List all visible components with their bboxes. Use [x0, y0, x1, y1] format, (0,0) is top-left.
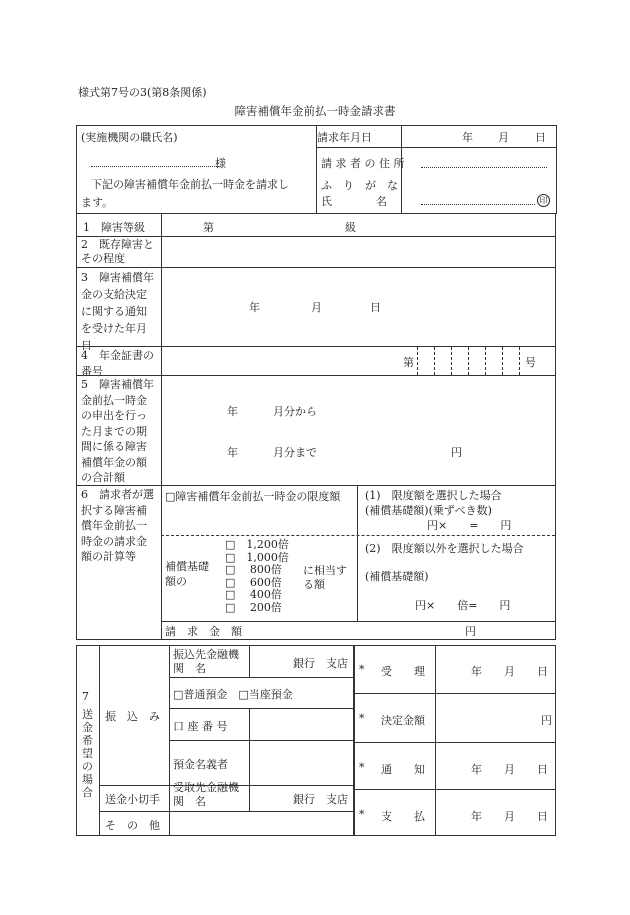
- r6-multipliers[interactable]: [225, 539, 289, 614]
- r1-kyu: 級: [345, 221, 356, 234]
- furikomi-label: 振 込 み: [105, 710, 160, 723]
- name-label: 氏 名: [321, 195, 387, 208]
- kettei-star: *: [359, 712, 365, 725]
- r6-case1: (1) 限度額を選択した場合: [365, 489, 502, 502]
- r6-limit-check[interactable]: □障害補償年金前払一時金の限度額: [165, 490, 341, 503]
- row-line: [353, 742, 555, 743]
- divider: [317, 147, 557, 148]
- r3-day: 日: [370, 301, 381, 314]
- r3-month: 月: [311, 301, 322, 314]
- shiharai-label: 支 払: [381, 810, 425, 823]
- form-title: 障害補償年金前払一時金請求書: [234, 104, 396, 118]
- juri-date[interactable]: 年 月 日: [471, 665, 548, 678]
- kettei-label: 決定金額: [381, 714, 425, 727]
- main-rows: [76, 213, 556, 640]
- institution-label: (実施機関の職氏名): [81, 131, 178, 144]
- bank-suffix[interactable]: 銀行 支店: [293, 657, 348, 670]
- other-label: そ の 他: [105, 819, 160, 832]
- address-label: 請 求 者 の 住 所: [321, 157, 405, 170]
- recv-bank-label: 受取先金融機 関 名: [173, 781, 250, 808]
- address-input[interactable]: [421, 157, 549, 171]
- r6-equiv: に相当する額: [303, 564, 347, 591]
- institution-input[interactable]: [91, 156, 233, 171]
- row-line: [169, 708, 353, 709]
- kogitte-label: 送金小切手: [105, 793, 160, 806]
- row-divider: [77, 485, 555, 486]
- mult-800[interactable]: □ 800倍: [225, 563, 282, 576]
- mult-600[interactable]: □ 600倍: [225, 575, 282, 589]
- request-text-1: 下記の障害補償年金前払一時金を請求し: [91, 178, 289, 191]
- col-line: [99, 646, 100, 835]
- r6-label: 6 請求者が選択する障害補償年金前払一時金の請求金額の計算等: [81, 488, 154, 563]
- label-divider: [161, 213, 162, 640]
- mult-200[interactable]: □ 200倍: [225, 600, 282, 614]
- mult-1000[interactable]: □ 1,000倍: [225, 550, 289, 564]
- r4-number-boxes[interactable]: [417, 347, 536, 375]
- kettei-yen[interactable]: 円: [541, 714, 552, 727]
- sama-label: 様: [215, 157, 226, 170]
- date-label: 請求年月日: [317, 131, 372, 144]
- row-line: [169, 740, 353, 741]
- seal-mark: 印: [537, 193, 550, 207]
- r5-from-year: 年: [227, 405, 238, 418]
- r6-dashed: [161, 535, 555, 536]
- shiharai-date[interactable]: 年 月 日: [471, 810, 548, 823]
- r1-label: 1 障害等級: [83, 221, 145, 234]
- row-divider: [161, 621, 555, 622]
- r2-label: 2 既存障害とその程度: [81, 238, 154, 265]
- account-holder-label: 預金名義者: [173, 758, 228, 771]
- r5-from-month: 月分から: [273, 405, 317, 418]
- date-day: 日: [535, 131, 546, 144]
- request-text-2: ます。: [81, 196, 114, 209]
- row-line: [353, 789, 555, 790]
- deposit-type[interactable]: □普通預金 □当座預金: [173, 688, 293, 701]
- section-no: 7: [82, 690, 89, 703]
- row-line: [169, 677, 353, 678]
- r4-label: 4 年金証書の番号: [81, 349, 154, 378]
- mult-1200[interactable]: □ 1,200倍: [225, 538, 289, 551]
- r5-to-year: 年: [227, 446, 238, 459]
- tsuchi-star: *: [359, 761, 365, 774]
- r4-go: 号: [525, 356, 536, 369]
- r6-case2: (2) 限度額以外を選択した場合: [365, 542, 524, 555]
- r1-dai: 第: [203, 221, 214, 234]
- col-line: [435, 646, 436, 835]
- remittance-table: [76, 645, 556, 836]
- row-line: [353, 693, 555, 694]
- tsuchi-label: 通 知: [381, 763, 425, 776]
- date-year: 年: [462, 131, 473, 144]
- requester-block: [316, 125, 557, 213]
- name-input[interactable]: [421, 195, 537, 208]
- request-amount-yen: 円: [465, 625, 476, 638]
- r6-case1-sub: (補償基礎額)(乗ずべき数): [365, 504, 492, 517]
- juri-star: *: [359, 663, 365, 676]
- date-month: 月: [498, 131, 509, 144]
- r5-to-month: 月分まで: [273, 446, 317, 459]
- r5-label: 5 障害補償年金前払一時金の申出を行った月までの期間に係る障害補償年金の額の合計額: [81, 378, 154, 484]
- r3-label: 3 障害補償年金の支給決定に関する通知を受けた年月日: [81, 271, 154, 352]
- shiharai-star: *: [359, 808, 365, 821]
- r6-case2-calc[interactable]: 円× 倍= 円: [415, 599, 511, 612]
- row-divider: [77, 267, 555, 268]
- r4-dai: 第: [403, 356, 414, 369]
- r3-year: 年: [249, 301, 260, 314]
- mult-400[interactable]: □ 400倍: [225, 588, 282, 601]
- r6-base-label: 補償基礎額の: [165, 560, 209, 588]
- request-amount-label: 請 求 金 額: [165, 625, 242, 638]
- r6-case2-sub: (補償基礎額): [365, 570, 429, 583]
- recv-bank-suffix[interactable]: 銀行 支店: [293, 793, 348, 806]
- col-line: [353, 646, 355, 835]
- furigana-label: ふ り が な: [321, 179, 398, 192]
- r5-yen: 円: [451, 446, 462, 459]
- row-divider: [77, 375, 555, 376]
- bank-label: 振込先金融機 関 名: [173, 648, 250, 675]
- form-number: 様式第7号の3(第8条関係): [78, 86, 207, 99]
- r6-divider: [357, 485, 358, 621]
- row-divider: [77, 236, 555, 237]
- account-no-label: 口 座 番 号: [173, 720, 228, 733]
- section-label: 送金希望の場合: [82, 708, 93, 799]
- row-line: [99, 811, 353, 812]
- juri-label: 受 理: [381, 665, 425, 678]
- tsuchi-date[interactable]: 年 月 日: [471, 763, 548, 776]
- r6-case1-calc[interactable]: 円× = 円: [427, 519, 512, 532]
